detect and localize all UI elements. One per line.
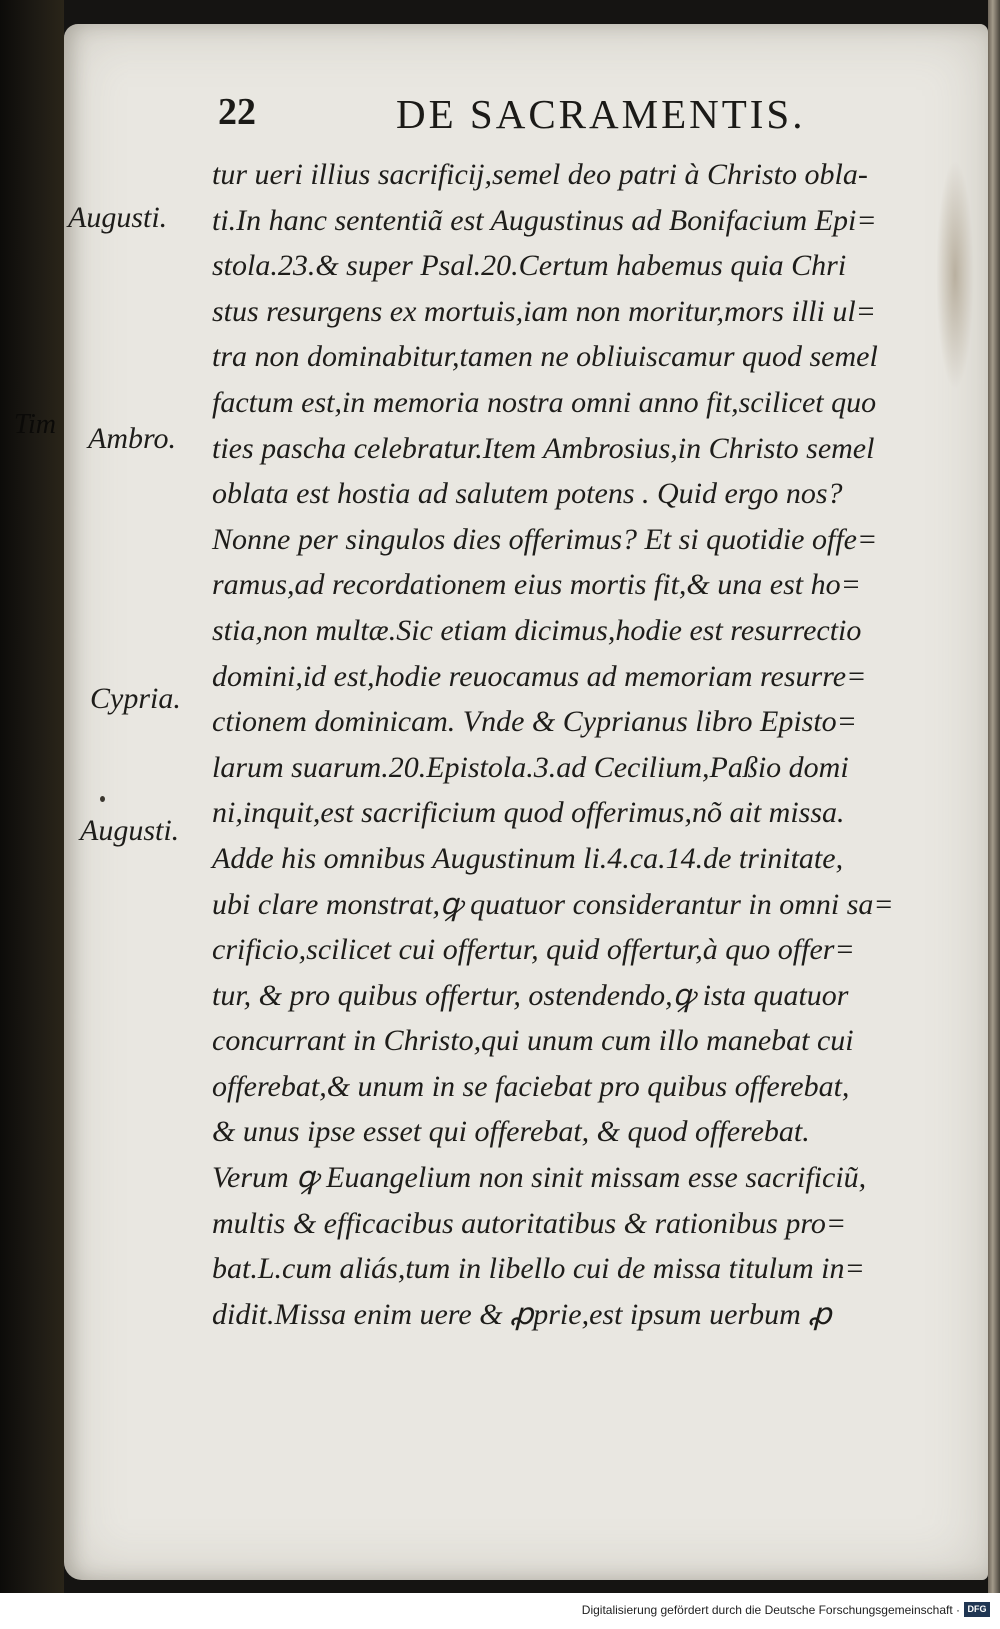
text-line: stus resurgens ex mortuis,iam non moritur,mors illi ul= [212, 294, 876, 328]
ink-dot [100, 796, 105, 802]
text-line: bat.L.cum aliás,tum in libello cui de missa titulum in= [212, 1252, 865, 1286]
body-text [212, 152, 972, 1337]
text-line: factum est,in memoria nostra omni anno fit,scilicet quo [212, 385, 877, 419]
text-line: offerebat,& unum in se faciebat pro quibus offerebat, [212, 1069, 850, 1103]
dfg-logo: DFG [964, 1602, 990, 1617]
margin-note-ambro: Ambro. [88, 422, 177, 455]
margin-note-cypria: Cypria. [90, 682, 181, 715]
margin-note-augusti-2: Augusti. [80, 814, 180, 847]
text-line: tur, & pro quibus offertur, ostendendo,ꝙ ista quatuor [212, 978, 849, 1012]
running-title: DE SACRAMENTIS. [396, 91, 806, 137]
text-line: ubi clare monstrat,ꝙ quatuor considerantur in omni sa= [212, 887, 894, 921]
margin-note-augusti: Augusti. [68, 201, 168, 234]
text-line: crificio,scilicet cui offertur, quid offertur,à quo offer= [212, 933, 855, 967]
digitization-footer [0, 1593, 1000, 1629]
text-line: multis & efficacibus autoritatibus & rationibus pro= [212, 1206, 847, 1240]
text-line: Nonne per singulos dies offerimus? Et si quotidie offe= [212, 522, 878, 556]
dfg-credit: Digitalisierung gefördert durch die Deutsche Forschungsgemeinschaft · [581, 1603, 960, 1617]
text-line: tra non dominabitur,tamen ne obliuiscamur quod semel [212, 340, 878, 374]
text-line: concurrant in Christo,qui unum cum illo manebat cui [212, 1024, 854, 1058]
text-line: Adde his omnibus Augustinum li.4.ca.14.de trinitate, [212, 841, 844, 875]
page-header [0, 90, 1000, 140]
page-number: 22 [218, 91, 256, 133]
text-line: domini,id est,hodie reuocamus ad memoriam resurre= [212, 659, 867, 693]
text-line: stola.23.& super Psal.20.Certum habemus quia Chri [212, 249, 847, 283]
text-line: stia,non multæ.Sic etiam dicimus,hodie est resurrectio [212, 613, 862, 647]
bleed-through-text: Tim [14, 409, 57, 440]
text-line: & unus ipse esset qui offerebat, & quod offerebat. [212, 1115, 810, 1149]
text-line: Verum ꝙ Euangelium non sinit missam esse sacrificiũ, [212, 1161, 867, 1195]
text-line: tur ueri illius sacrificij,semel deo patri à Christo obla- [212, 158, 868, 191]
text-line: larum suarum.20.Epistola.3.ad Cecilium,Paßio domi [212, 750, 849, 784]
page-edge [988, 0, 1000, 1600]
book-spine-shadow [0, 0, 64, 1629]
text-line: ties pascha celebratur.Item Ambrosius,in Christo semel [212, 431, 875, 465]
text-line: ti.In hanc sententiã est Augustinus ad Bonifacium Epi= [212, 203, 877, 237]
text-line: oblata est hostia ad salutem potens . Quid ergo nos? [212, 477, 843, 511]
text-line: ramus,ad recordationem eius mortis fit,& una est ho= [212, 568, 861, 602]
text-line: ctionem dominicam. Vnde & Cyprianus libro Episto= [212, 705, 857, 739]
text-line: ni,inquit,est sacrificium quod offerimus,nõ ait missa. [212, 796, 845, 830]
text-line: didit.Missa enim uere & ꝓprie,est ipsum uerbum ꝓ [212, 1297, 832, 1331]
